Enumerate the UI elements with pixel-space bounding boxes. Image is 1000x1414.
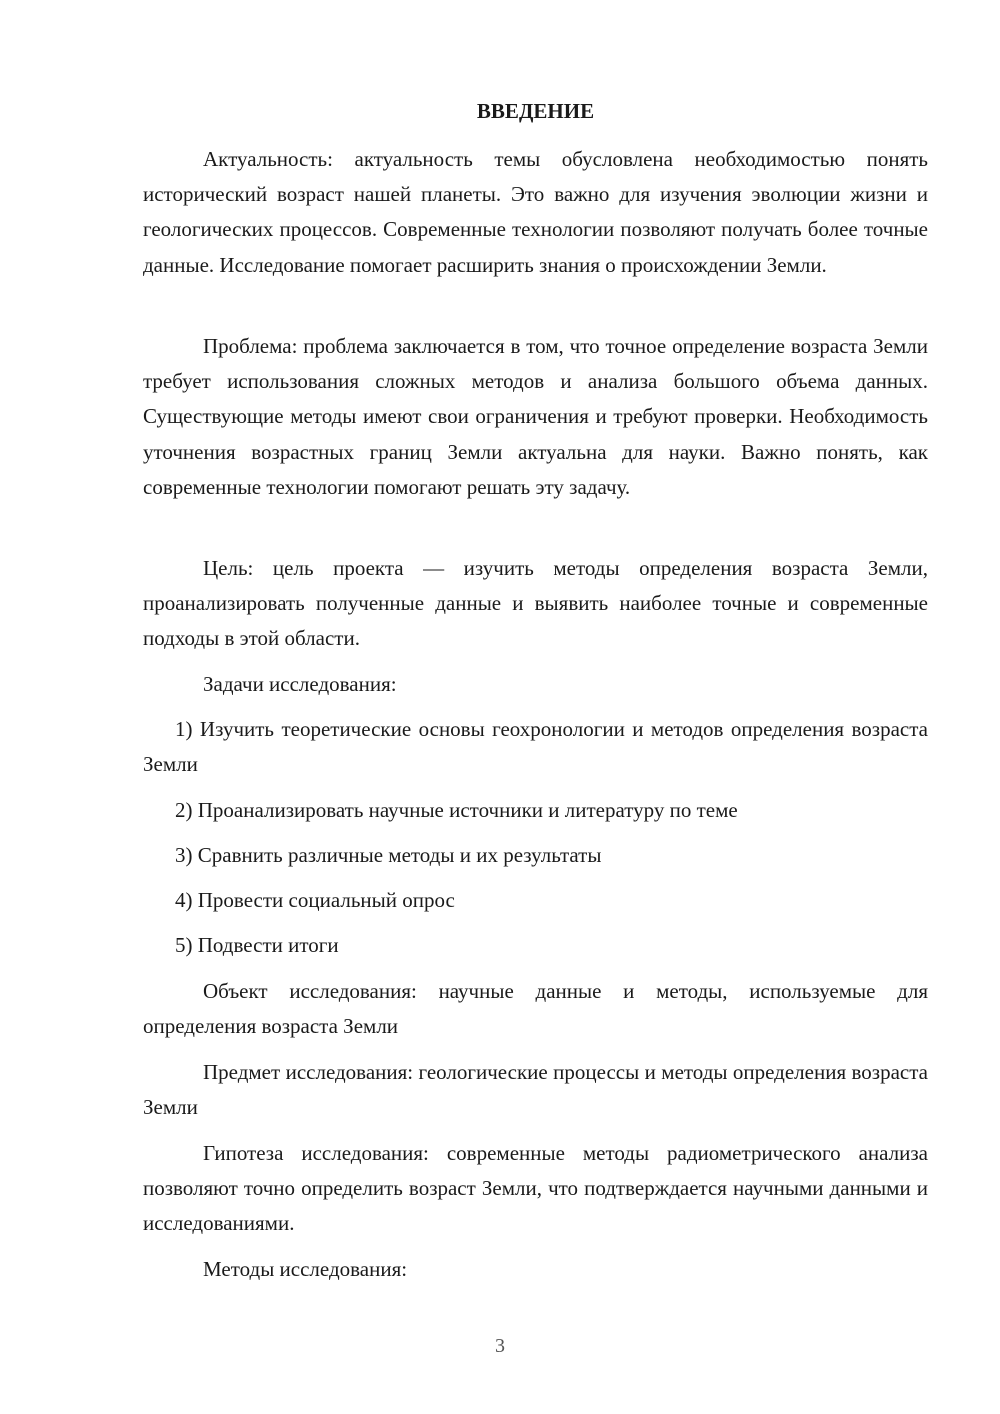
task-item-2: 2) Проанализировать научные источники и литературу по теме <box>175 798 738 822</box>
relevance-paragraph: Актуальность: актуальность темы обусловлена необходимостью понять исторический возраст нашей планеты. Это важно для изучения эволюции жизни и геологических процессов. Современные технологии позволяют получать более точные данные. Исследование помогает расширить знания о происхождении Земли. <box>143 147 928 277</box>
tasks-heading: Задачи исследования: <box>203 672 397 696</box>
subject-paragraph: Предмет исследования: геологические процессы и методы определения возраста Земли <box>143 1060 928 1120</box>
page-title: ВВЕДЕНИЕ <box>476 99 595 123</box>
object-paragraph: Объект исследования: научные данные и методы, используемые для определения возраста Земли <box>143 979 928 1039</box>
task-item-1: 1) Изучить теоретические основы геохронологии и методов определения возраста Земли <box>143 717 928 777</box>
hypothesis-paragraph: Гипотеза исследования: современные методы радиометрического анализа позволяют точно определить возраст Земли, что подтверждается научными данными и исследованиями. <box>143 1141 928 1236</box>
task-item-4: 4) Провести социальный опрос <box>175 888 455 912</box>
page-number: 3 <box>495 1335 505 1357</box>
task-item-5: 5) Подвести итоги <box>175 933 339 957</box>
task-item-3: 3) Сравнить различные методы и их результаты <box>175 843 602 867</box>
methods-heading: Методы исследования: <box>203 1257 408 1281</box>
goal-paragraph: Цель: цель проекта — изучить методы определения возраста Земли, проанализировать полученные данные и выявить наиболее точные и современные подходы в этой области. <box>143 556 928 651</box>
problem-paragraph: Проблема: проблема заключается в том, что точное определение возраста Земли требует использования сложных методов и анализа большого объема данных. Существующие методы имеют свои ограничения и требуют проверки. Необходимость уточнения возрастных границ Земли актуальна для науки. Важно понять, как современные технологии помогают решать эту задачу. <box>143 334 928 499</box>
